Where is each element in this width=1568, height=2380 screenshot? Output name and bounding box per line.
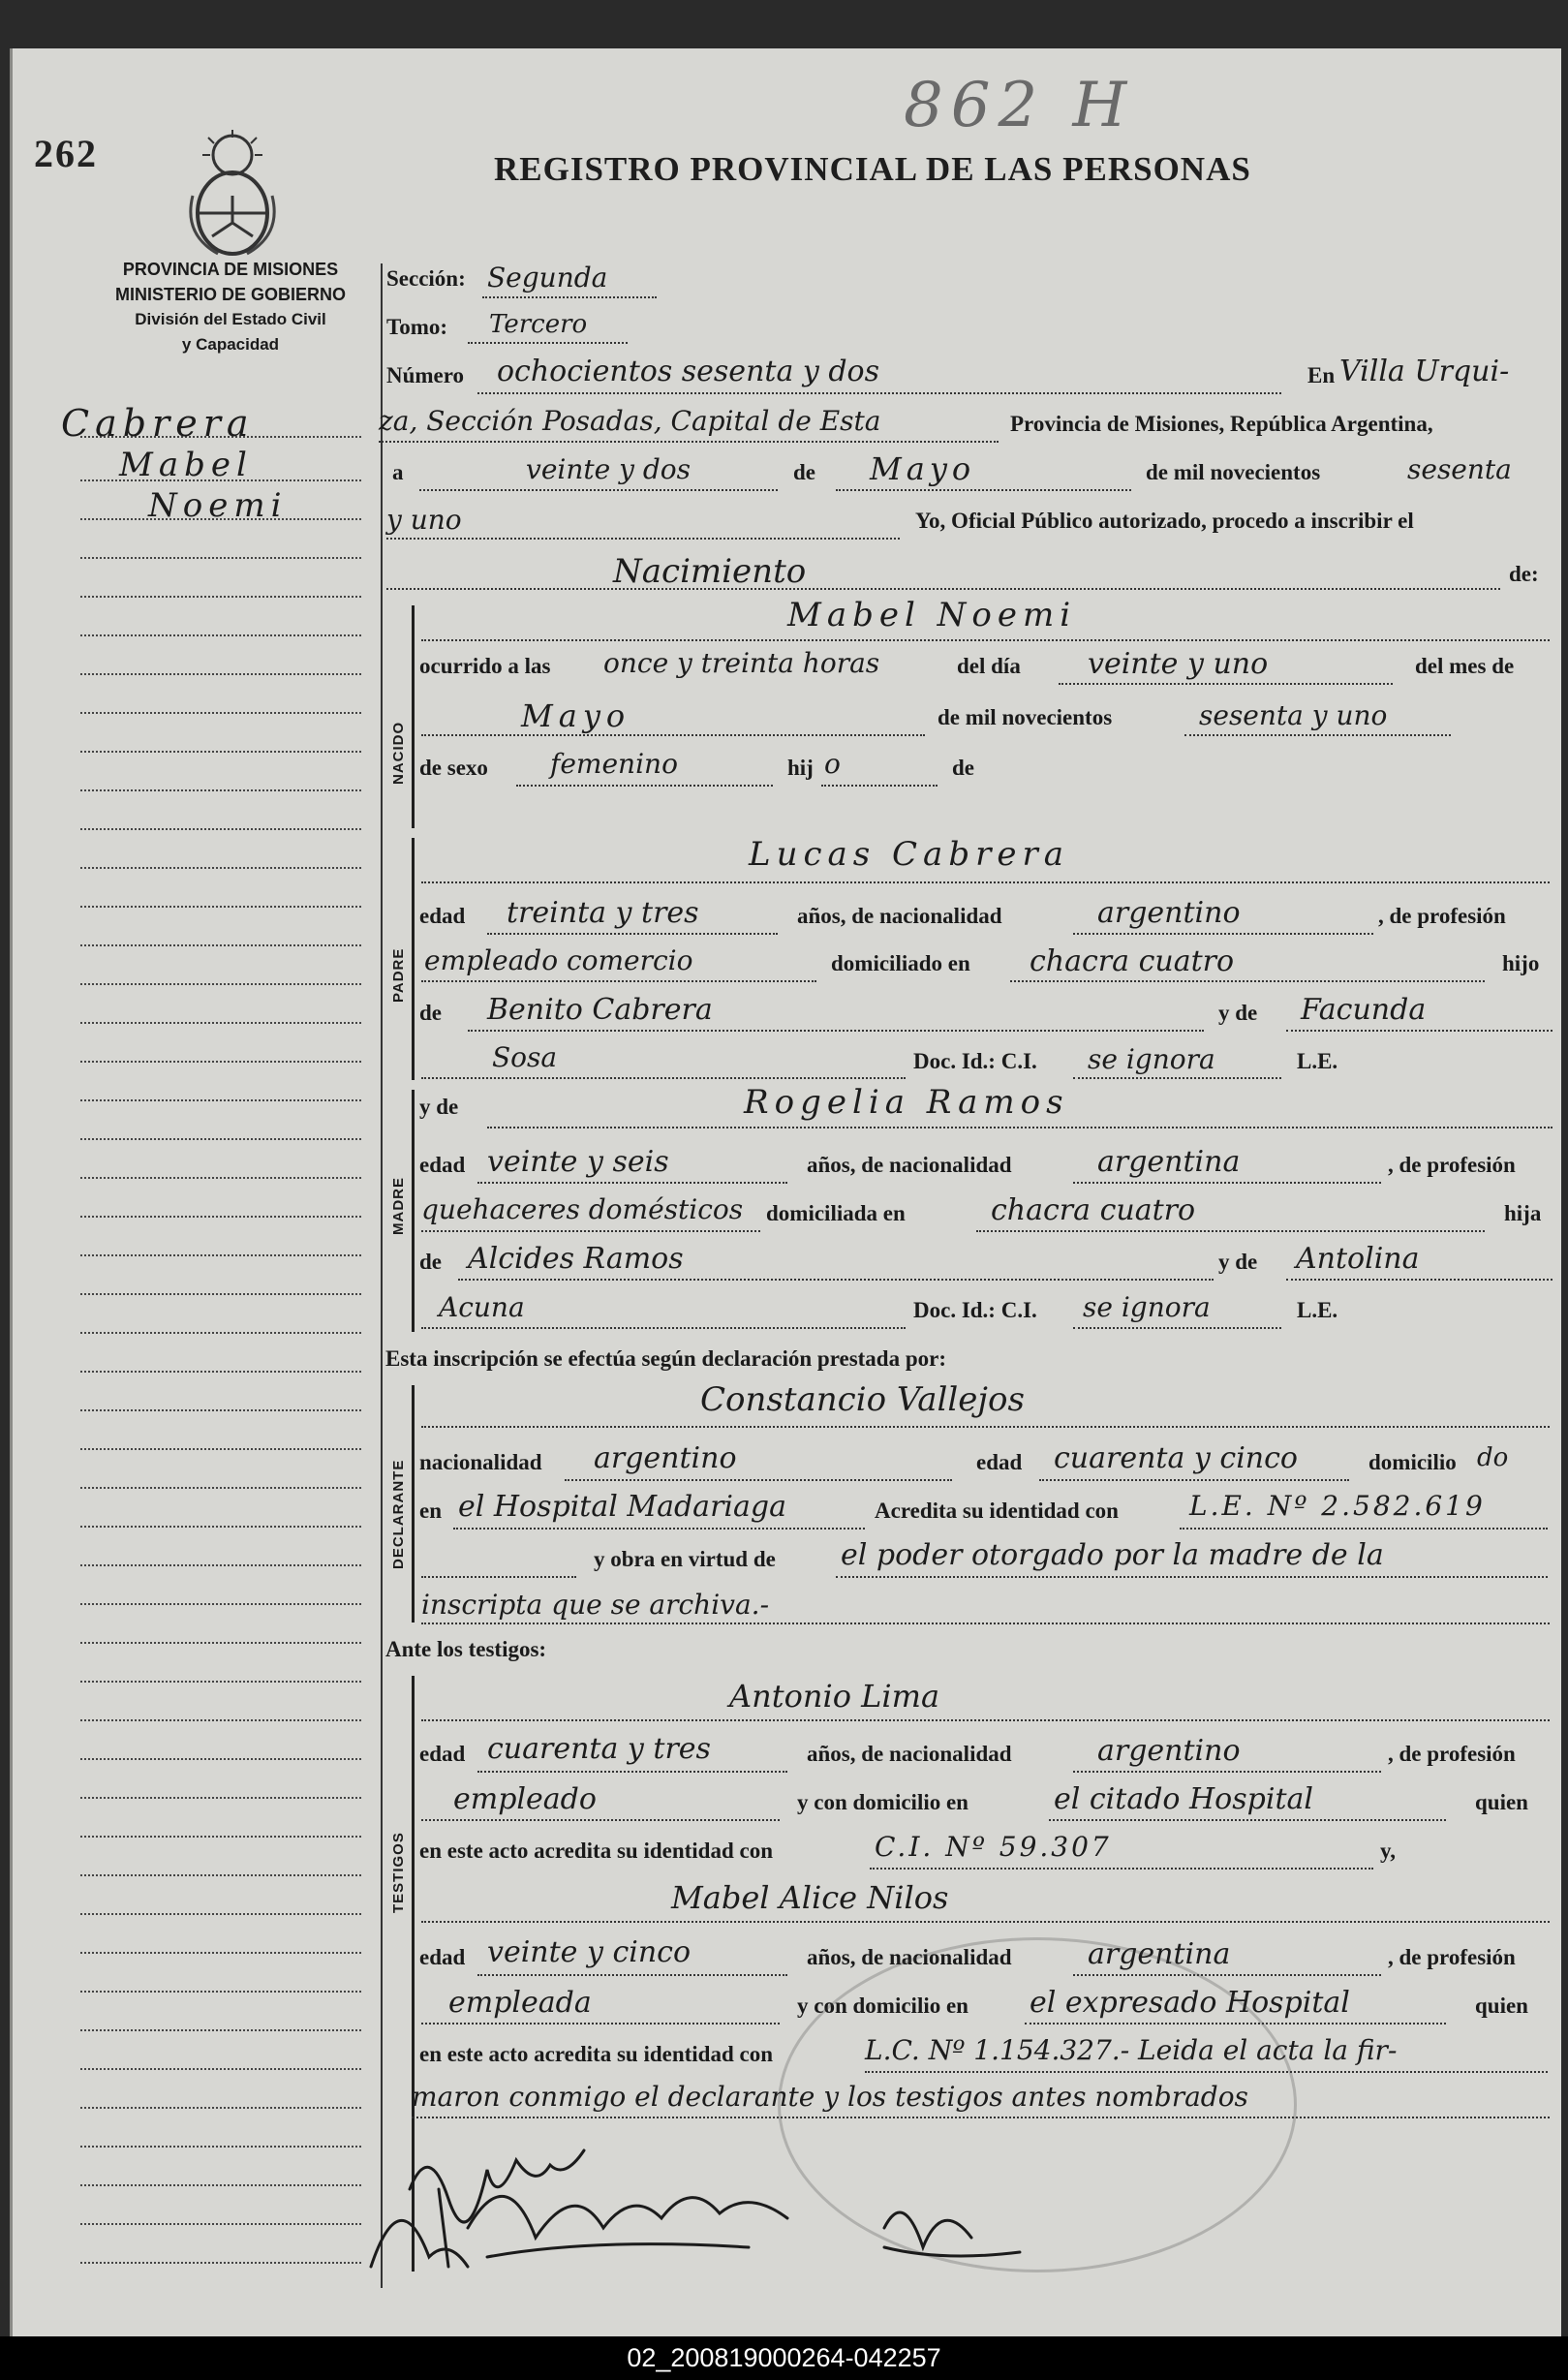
padre-le-label: L.E.	[1297, 1049, 1338, 1073]
nacido-bracket	[402, 605, 415, 828]
org-line-2: MINISTERIO DE GOBIERNO	[114, 285, 347, 304]
de-label-2: de	[952, 756, 974, 780]
de-mil2-label: de mil novecientos	[938, 705, 1113, 729]
decl-dom-label: domicilio	[1368, 1450, 1457, 1474]
a-label: a	[392, 460, 404, 484]
madre-y-de-label: y de	[419, 1095, 459, 1119]
madre-nac-label: años, de nacionalidad	[807, 1153, 1012, 1177]
anio-continuation: y uno	[386, 504, 462, 536]
madre-le-label: L.E.	[1297, 1298, 1338, 1322]
padre-edad-label: edad	[419, 904, 466, 928]
nacido-label: NACIDO	[390, 721, 407, 785]
declarante-value: Constancio Vallejos	[700, 1380, 1025, 1419]
padre-value: Lucas Cabrera	[749, 835, 1069, 874]
page-number: 262	[34, 132, 98, 175]
t1-prof-value: empleado	[453, 1782, 597, 1816]
madre-edad-label: edad	[419, 1153, 466, 1177]
dia-nac-value: veinte y uno	[1088, 647, 1269, 681]
decl-edad-value: cuarenta y cinco	[1054, 1441, 1298, 1475]
t1-dom-label: y con domicilio en	[797, 1790, 968, 1814]
org-line-4: y Capacidad	[181, 335, 280, 354]
madre-doc-label: Doc. Id.: C.I.	[913, 1298, 1037, 1322]
decl-nac-label: nacionalidad	[419, 1450, 542, 1474]
t1-edad-label: edad	[419, 1742, 466, 1766]
de-colon-label: de:	[1509, 562, 1539, 586]
scan-identifier: 02_200819000264-042257	[0, 2336, 1568, 2380]
registry-page	[10, 48, 1561, 2336]
madre-ci-value: se ignora	[1083, 1291, 1211, 1323]
t2-dom-value: el expresado Hospital	[1030, 1986, 1350, 2020]
abuelo-m-value: Alcides Ramos	[468, 1242, 684, 1276]
declarante-label: DECLARANTE	[390, 1459, 407, 1569]
padre-dom-value: chacra cuatro	[1030, 944, 1235, 978]
en-place-value: Villa Urqui-	[1339, 355, 1510, 388]
padre-prof-value: empleado comercio	[424, 944, 693, 976]
madre-dom-value: chacra cuatro	[991, 1193, 1196, 1227]
t2-edad-label: edad	[419, 1945, 466, 1969]
abuela-m-value: Antolina	[1296, 1242, 1420, 1276]
t2-dom-label: y con domicilio en	[797, 1994, 968, 2018]
padre-ci-value: se ignora	[1088, 1043, 1215, 1075]
decl-edad-label: edad	[976, 1450, 1023, 1474]
numero-label: Número	[386, 363, 465, 387]
t1-en-este-label: en este acto acredita su identidad con	[419, 1839, 774, 1863]
padre-prof-label: , de profesión	[1378, 904, 1506, 928]
hij-suffix-value: o	[824, 748, 841, 780]
t2-nac-label: años, de nacionalidad	[807, 1945, 1012, 1969]
decl-en-label: en	[419, 1499, 442, 1523]
document-title: REGISTRO PROVINCIAL DE LAS PERSONAS	[494, 150, 1251, 188]
sexo-label: de sexo	[419, 756, 488, 780]
declaracion-label: Esta inscripción se efectúa según declaración prestada por:	[385, 1346, 947, 1371]
hijo-label: hijo	[1502, 951, 1540, 975]
t1-y-label: y,	[1380, 1839, 1396, 1863]
abuela-m2-value: Acuna	[439, 1291, 525, 1323]
handwritten-reference: 862 H	[904, 70, 1135, 141]
issuing-office	[80, 257, 381, 357]
t1-doc-value: C.I. Nº 59.307	[875, 1831, 1112, 1863]
yo-label: Yo, Oficial Público autorizado, procedo a inscribir el	[915, 509, 1414, 533]
t2-nac-value: argentina	[1088, 1937, 1231, 1971]
t1-nac-value: argentino	[1097, 1734, 1241, 1768]
anio-nac-value: sesenta y uno	[1199, 699, 1388, 731]
hora-value: once y treinta horas	[603, 647, 880, 679]
t2-quien-label: quien	[1475, 1994, 1528, 2018]
testigo2-value: Mabel Alice Nilos	[671, 1879, 949, 1916]
decl-dom-suffix: do	[1477, 1443, 1509, 1472]
t2-en-este-label: en este acto acredita su identidad con	[419, 2042, 774, 2066]
abuelo-p-value: Benito Cabrera	[487, 993, 713, 1027]
dia-value: veinte y dos	[526, 453, 691, 485]
decl-nac-value: argentino	[594, 1441, 737, 1475]
padre-edad-value: treinta y tres	[507, 896, 699, 930]
decl-obra-value: el poder otorgado por la madre de la	[841, 1538, 1384, 1572]
t1-dom-value: el citado Hospital	[1054, 1782, 1313, 1816]
t1-edad-value: cuarenta y tres	[487, 1732, 711, 1766]
padre-de-label: de	[419, 1001, 442, 1025]
provincia-label: Provincia de Misiones, República Argentina,	[1010, 412, 1433, 436]
mes-value: Mayo	[870, 450, 976, 487]
madre-prof-value: quehaceres domésticos	[421, 1193, 744, 1225]
del-mes-label: del mes de	[1415, 654, 1515, 678]
t1-prof-label: , de profesión	[1388, 1742, 1516, 1766]
testigos-label: Ante los testigos:	[385, 1637, 547, 1661]
padre-nac-label: años, de nacionalidad	[797, 904, 1002, 928]
t2-edad-value: veinte y cinco	[487, 1935, 692, 1969]
place-continuation: za, Sección Posadas, Capital de Esta	[379, 405, 881, 437]
org-line-3: División del Estado Civil	[135, 310, 326, 328]
margin-rule	[381, 263, 383, 2288]
padre-doc-label: Doc. Id.: C.I.	[913, 1049, 1037, 1073]
abuela-p2-value: Sosa	[492, 1041, 558, 1073]
madre-label: MADRE	[390, 1177, 407, 1235]
del-dia-label: del día	[957, 654, 1021, 678]
madre-dom-label: domiciliada en	[766, 1201, 906, 1225]
ocurrido-label: ocurrido a las	[419, 654, 551, 678]
nombre-value: Mabel Noemi	[787, 596, 1077, 634]
t2-prof-label: , de profesión	[1388, 1945, 1516, 1969]
padre-dom-label: domiciliado en	[831, 951, 970, 975]
acredita-label: Acredita su identidad con	[875, 1499, 1119, 1523]
signatures	[342, 2121, 1078, 2286]
de-mil-label: de mil novecientos	[1146, 460, 1321, 484]
abuela-p-value: Facunda	[1301, 993, 1427, 1027]
margin-surname: Cabrera	[61, 402, 255, 445]
t2-continuation: maron conmigo el declarante y los testigos antes nombrados	[412, 2081, 1248, 2113]
madre-edad-value: veinte y seis	[487, 1145, 669, 1179]
madre-nac-value: argentina	[1097, 1145, 1241, 1179]
decl-dom-value: el Hospital Madariaga	[458, 1490, 786, 1524]
madre-prof-label: , de profesión	[1388, 1153, 1516, 1177]
t1-nac-label: años, de nacionalidad	[807, 1742, 1012, 1766]
padre-nac-value: argentino	[1097, 896, 1241, 930]
margin-name-1: Mabel	[119, 446, 253, 484]
madre-y-de2-label: y de	[1218, 1250, 1258, 1274]
madre-de-label: de	[419, 1250, 442, 1274]
argentina-coat-of-arms-icon	[179, 128, 286, 263]
hij-label: hij	[787, 756, 814, 780]
tomo-value: Tercero	[489, 310, 588, 339]
tomo-label: Tomo:	[386, 315, 448, 339]
testigos-side-label: TESTIGOS	[390, 1832, 407, 1913]
t1-quien-label: quien	[1475, 1790, 1528, 1814]
t2-prof-value: empleada	[448, 1986, 592, 2020]
padre-label: PADRE	[390, 947, 407, 1003]
decl-obra-cont: inscripta que se archiva.-	[421, 1589, 770, 1621]
tipo-value: Nacimiento	[613, 552, 807, 591]
hija-label: hija	[1504, 1201, 1542, 1225]
madre-value: Rogelia Ramos	[744, 1083, 1069, 1122]
t2-doc-value: L.C. Nº 1.154.327.- Leida el acta la fir-	[865, 2034, 1398, 2066]
anio-value: sesenta	[1407, 453, 1512, 485]
seccion-value: Segunda	[487, 262, 608, 294]
seccion-label: Sección:	[386, 266, 466, 291]
org-line-1: PROVINCIA DE MISIONES	[122, 260, 339, 279]
sexo-value: femenino	[550, 748, 678, 780]
mes-nac-value: Mayo	[521, 697, 631, 734]
numero-value: ochocientos sesenta y dos	[497, 355, 880, 388]
decl-doc-value: L.E. Nº 2.582.619	[1189, 1490, 1486, 1522]
padre-y-de-label: y de	[1218, 1001, 1258, 1025]
en-label: En	[1307, 363, 1336, 387]
de-label: de	[793, 460, 815, 484]
margin-name-2: Noemi	[148, 486, 288, 525]
obra-label: y obra en virtud de	[594, 1547, 776, 1571]
testigo1-value: Antonio Lima	[729, 1678, 940, 1715]
